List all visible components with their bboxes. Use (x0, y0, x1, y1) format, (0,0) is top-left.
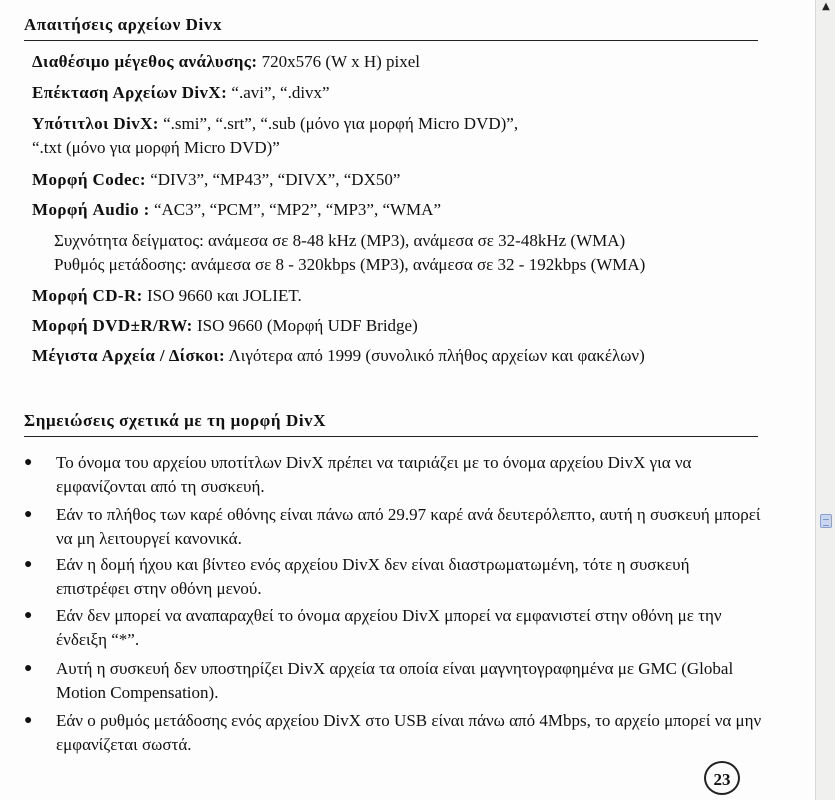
note-bullet-item (24, 451, 764, 499)
section-title-divx-requirements: Απαιτήσεις αρχείων Divx (24, 14, 758, 41)
spec-label: Μορφή Audio : (32, 200, 150, 219)
spec-codec (32, 168, 758, 192)
spec-resolution (32, 50, 758, 74)
spec-label: Μέγιστα Αρχεία / Δίσκοι: (32, 346, 226, 365)
spec-value: ISO 9660 και JOLIET. (146, 286, 302, 305)
spec-value: “.avi”, “.divx” (231, 83, 330, 102)
spec-value: 720x576 (W x H) pixel (261, 52, 421, 71)
spec-audio (32, 198, 758, 222)
spec-value: “DIV3”, “MP43”, “DIVX”, “DX50” (150, 170, 401, 189)
bullet-icon: ● (24, 557, 33, 572)
note-bullet-item (24, 604, 764, 652)
spec-audio-bitrate: Ρυθμός μετάδοσης: ανάμεσα σε 8 - 320kbps (MP3), ανάμεσα σε 32 - 192kbps (WMA) (54, 255, 646, 274)
note-text: Εάν το πλήθος των καρέ οθόνης είναι πάνω από 29.97 καρέ ανά δευτερόλεπτο, αυτή η συσκευή μπορεί να μη λειτουργεί κανονικά. (56, 505, 761, 548)
spec-max-files (32, 344, 732, 368)
note-bullet-item (24, 503, 764, 551)
spec-dvd-format (32, 314, 758, 338)
note-bullet-item (24, 553, 764, 601)
spec-value: “AC3”, “PCM”, “MP2”, “MP3”, “WMA” (153, 200, 441, 219)
bullet-icon: ● (24, 661, 33, 676)
spec-cdr-format (32, 284, 758, 308)
scrollbar-thumb[interactable] (820, 514, 832, 528)
spec-label: Μορφή CD-R: (32, 286, 143, 305)
page-number: 23 (704, 761, 740, 795)
spec-label: Διαθέσιμο μέγεθος ανάλυσης: (32, 52, 258, 71)
note-bullet-item (24, 709, 764, 757)
spec-value: “.smi”, “.srt”, “.sub (μόνο για μορφή Micro DVD)”, (163, 114, 519, 133)
note-text: Εάν η δομή ήχου και βίντεο ενός αρχείου DivX δεν είναι διαστρωματωμένη, τότε η συσκευή επιστρέφει στην οθόνη μενού. (56, 555, 690, 598)
scrollbar-grip (823, 519, 829, 526)
spec-subtitles (32, 112, 758, 136)
spec-value: Λιγότερα από 1999 (συνολικό πλήθος αρχείων και φακέλων) (228, 346, 645, 365)
note-text: Εάν δεν μπορεί να αναπαραχθεί το όνομα αρχείου DivX μπορεί να εμφανιστεί στην οθόνη με την ένδειξη “*”. (56, 606, 722, 649)
spec-value: ISO 9660 (Μορφή UDF Bridge) (196, 316, 418, 335)
note-text: Το όνομα του αρχείου υποτίτλων DivX πρέπει να ταιριάζει με το όνομα αρχείου DivX για να εμφανίζονται από τη συσκευή. (56, 453, 692, 496)
note-bullet-item (24, 657, 764, 705)
spec-label: Μορφή Codec: (32, 170, 146, 189)
spec-label: Υπότιτλοι DivX: (32, 114, 159, 133)
bullet-icon: ● (24, 455, 33, 470)
scroll-up-arrow-icon[interactable]: ▲ (822, 1, 830, 12)
spec-subtitles-continuation: “.txt (μόνο για μορφή Micro DVD)” (32, 138, 280, 157)
spec-audio-sample-rate: Συχνότητα δείγματος: ανάμεσα σε 8-48 kHz (MP3), ανάμεσα σε 32-48kHz (WMA) (54, 231, 626, 250)
bullet-icon: ● (24, 507, 33, 522)
spec-file-extension (32, 81, 758, 105)
note-text: Εάν ο ρυθμός μετάδοσης ενός αρχείου DivX στο USB είναι πάνω από 4Mbps, το αρχείο μπορεί να μην εμφανίζεται σωστά. (56, 711, 762, 754)
bullet-icon: ● (24, 713, 33, 728)
spec-label: Επέκταση Αρχείων DivX: (32, 83, 228, 102)
spec-label: Μορφή DVD±R/RW: (32, 316, 193, 335)
section-title-divx-notes: Σημειώσεις σχετικά με τη μορφή DivX (24, 410, 758, 437)
vertical-scrollbar[interactable] (815, 0, 835, 800)
note-text: Αυτή η συσκευή δεν υποστηρίζει DivX αρχεία τα οποία είναι μαγνητογραφημένα με GMC (Global Motion Compensation). (56, 659, 734, 702)
bullet-icon: ● (24, 608, 33, 623)
